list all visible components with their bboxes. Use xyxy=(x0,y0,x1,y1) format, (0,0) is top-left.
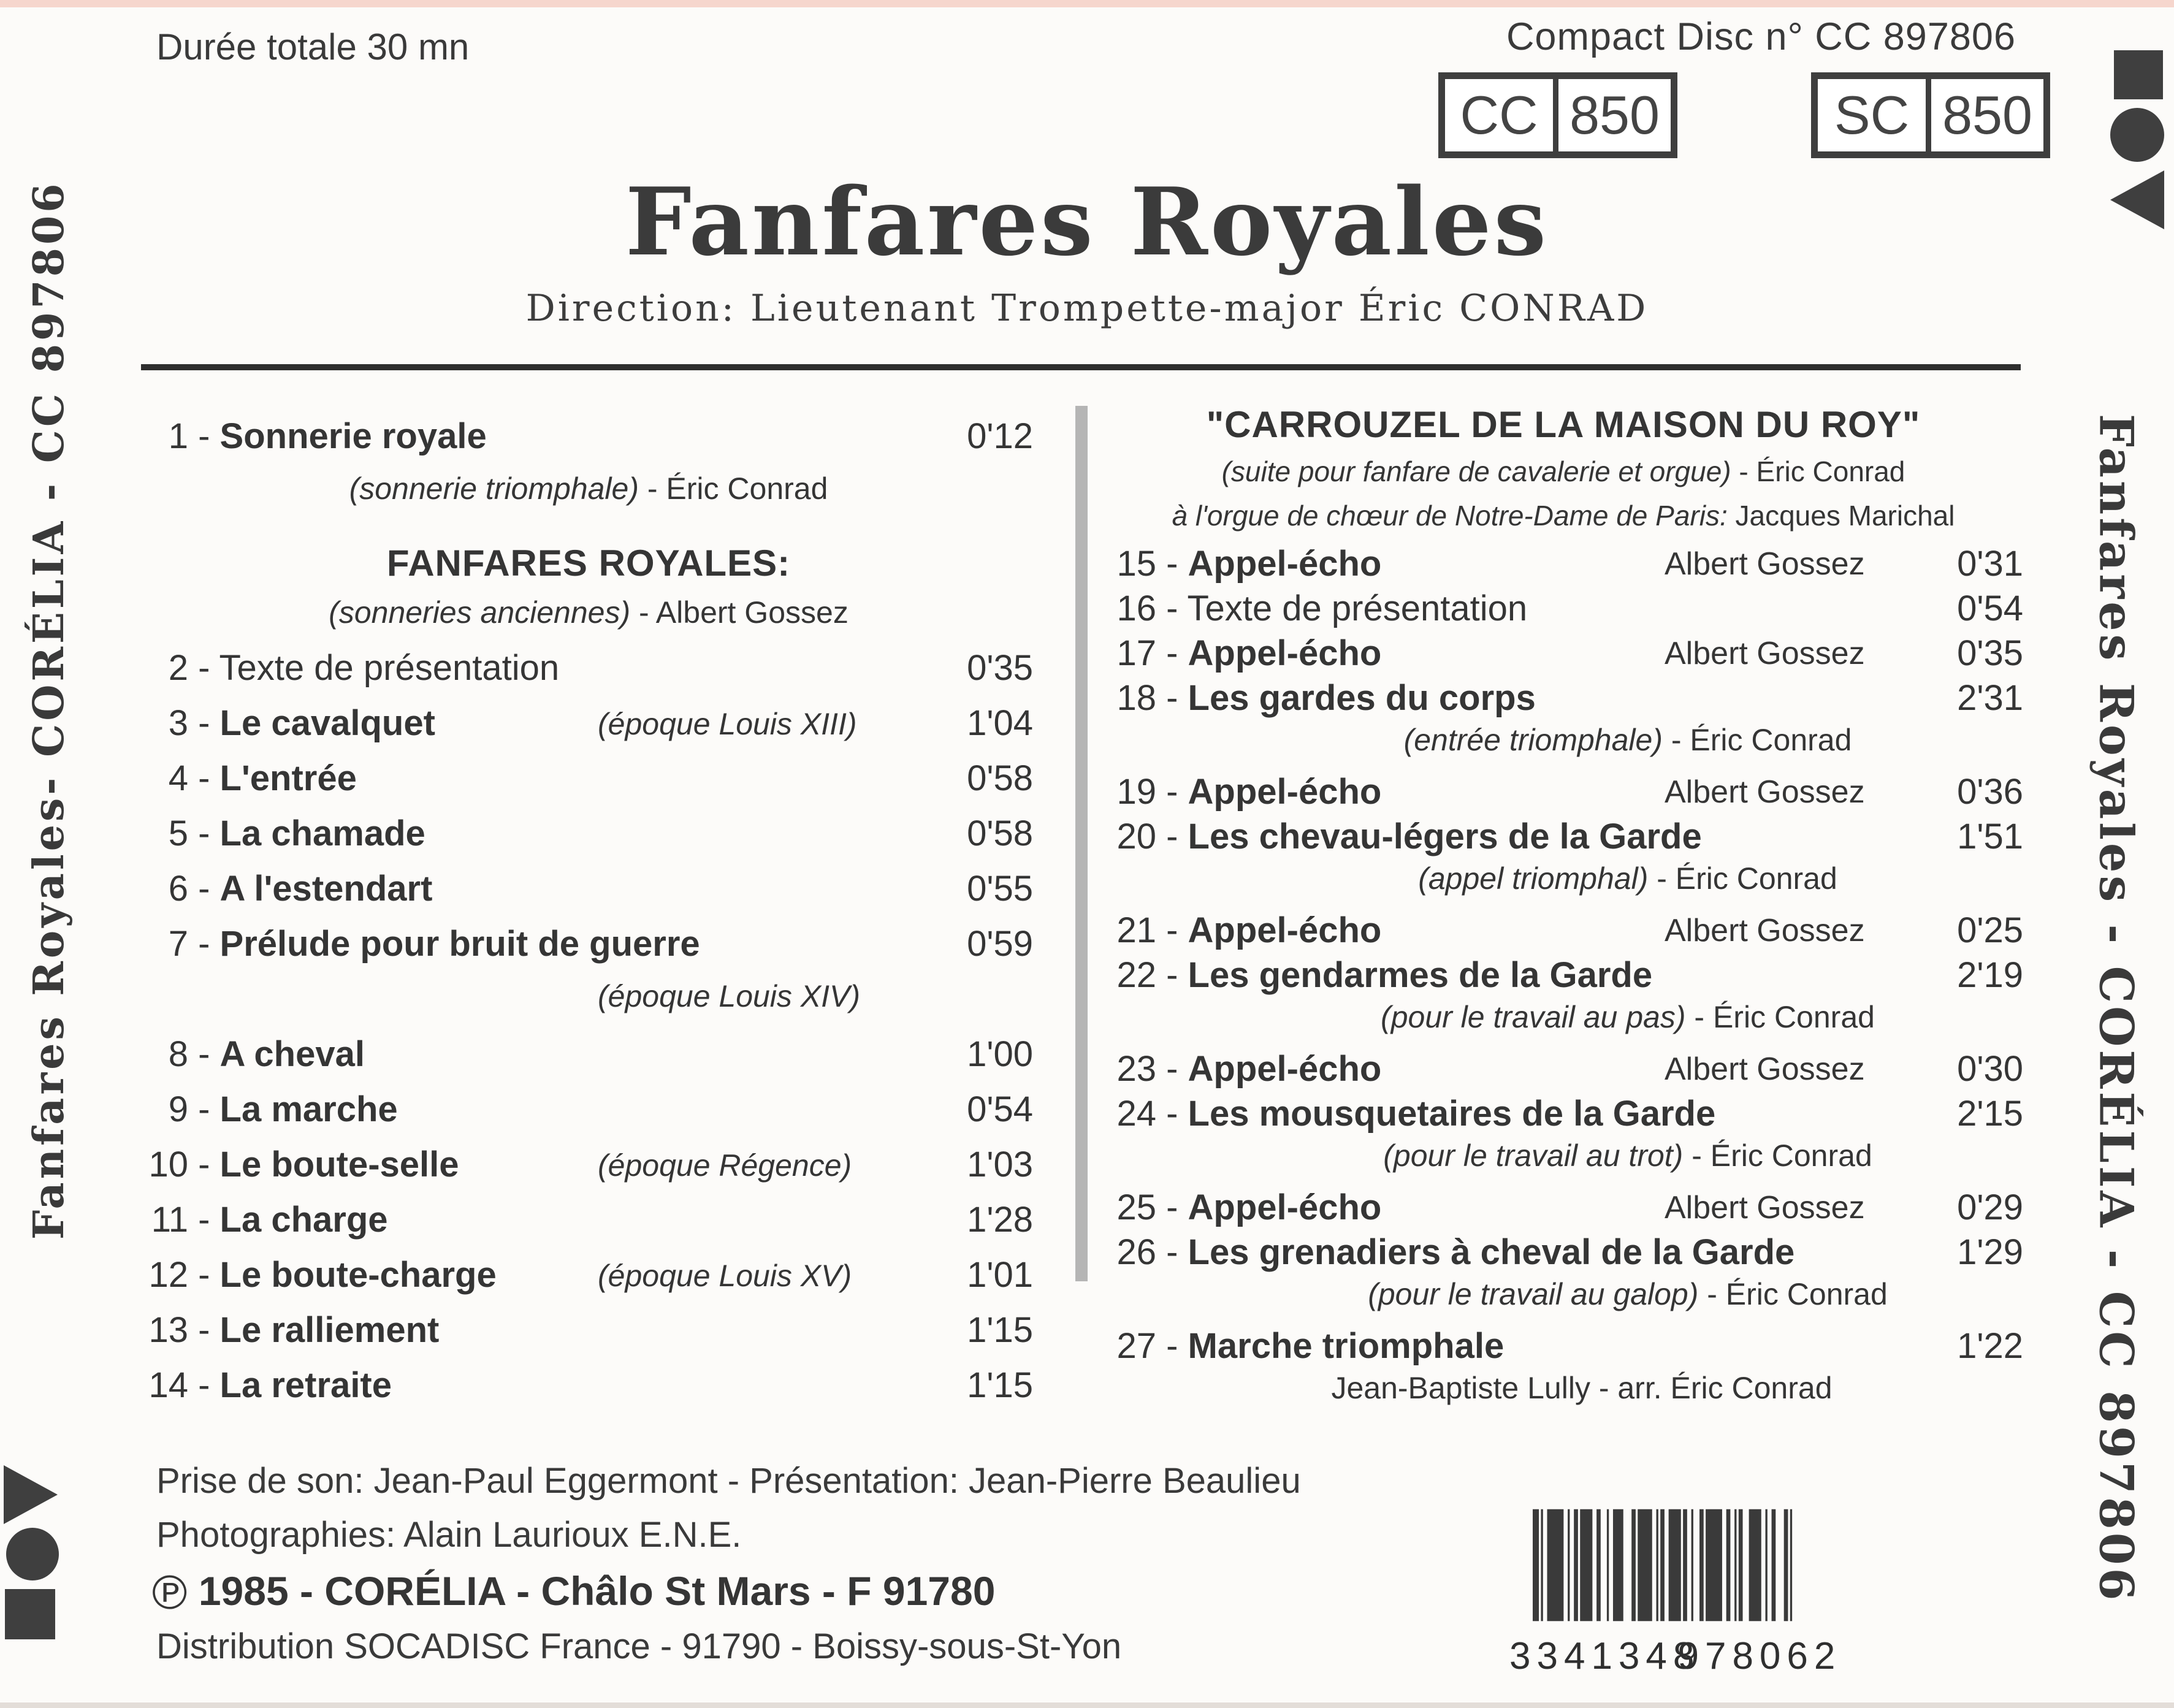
track-title: Texte de présentation xyxy=(1187,589,1528,628)
track-number: 5 xyxy=(168,814,188,853)
track-time: 1'29 xyxy=(1957,1232,2023,1272)
track-number: 26 xyxy=(1116,1232,1156,1272)
track-time: 0'58 xyxy=(967,758,1033,798)
track-title: Appel-écho xyxy=(1188,544,1382,584)
attribution-italic: à l'orgue de chœur de Notre-Dame de Paris: xyxy=(1172,500,1728,532)
track-title: L'entrée xyxy=(219,758,357,798)
track-separator: - xyxy=(1156,955,1188,995)
track-separator: - xyxy=(1156,1049,1188,1089)
top-edge-strip xyxy=(0,0,2174,7)
track-separator: - xyxy=(1156,544,1188,584)
track-separator: - xyxy=(1156,1232,1188,1272)
attribution-row xyxy=(1104,999,2023,1048)
track-separator: - xyxy=(188,703,220,743)
track-separator: - xyxy=(188,416,220,456)
track-time: 0'59 xyxy=(967,924,1033,964)
track-number: 9 xyxy=(168,1089,188,1129)
track-separator: - xyxy=(188,1145,220,1184)
attribution-text: - Éric Conrad xyxy=(639,471,828,506)
track-row xyxy=(1104,1093,2023,1138)
track-title: A cheval xyxy=(219,1034,365,1074)
barcode xyxy=(1509,1489,1842,1677)
attribution-text: - Éric Conrad xyxy=(1731,456,1905,487)
track-number: 24 xyxy=(1116,1094,1156,1134)
attribution-text: - Éric Conrad xyxy=(1683,1138,1872,1173)
track-time: 0'35 xyxy=(1957,633,2023,673)
attribution-row xyxy=(1104,1138,2023,1187)
track-artist: Albert Gossez xyxy=(1665,546,1865,582)
track-row xyxy=(1104,1325,2023,1370)
track-separator: - xyxy=(188,869,220,909)
track-artist: Albert Gossez xyxy=(1665,913,1865,948)
track-title: Le boute-selle xyxy=(219,1145,459,1184)
code-value: 850 xyxy=(1569,85,1660,145)
code-box-cc xyxy=(1438,72,1677,158)
attribution-row xyxy=(144,978,1033,1034)
track-time: 2'15 xyxy=(1957,1094,2023,1134)
track-row xyxy=(1104,1187,2023,1232)
track-separator: - xyxy=(188,1200,220,1240)
track-time: 1'15 xyxy=(967,1310,1033,1350)
track-artist: Albert Gossez xyxy=(1665,1051,1865,1087)
track-row xyxy=(144,416,1033,471)
track-number: 7 xyxy=(168,924,188,964)
attribution-italic: (époque Louis XIV) xyxy=(598,979,861,1013)
bottom-edge-strip xyxy=(0,1702,2174,1708)
track-row xyxy=(1104,955,2023,999)
track-time: 0'54 xyxy=(967,1089,1033,1129)
track-row xyxy=(1104,633,2023,677)
attribution-italic: (pour le travail au pas) xyxy=(1381,1000,1686,1034)
section-heading: FANFARES ROYALES: xyxy=(386,543,791,584)
track-separator: - xyxy=(188,1310,220,1350)
track-number: 11 xyxy=(151,1200,188,1240)
track-number: 2 xyxy=(168,648,188,688)
track-number: 27 xyxy=(1116,1326,1156,1366)
track-separator: - xyxy=(188,1034,220,1074)
track-title: Texte de présentation xyxy=(219,648,560,688)
track-artist: Albert Gossez xyxy=(1665,636,1865,671)
track-separator: - xyxy=(1156,1326,1188,1366)
attribution-italic: (pour le travail au trot) xyxy=(1383,1138,1684,1173)
track-row xyxy=(144,1254,1033,1310)
circle-icon xyxy=(2110,108,2164,162)
track-number: 17 xyxy=(1116,633,1156,673)
attribution-text: - Albert Gossez xyxy=(630,595,849,630)
track-time: 0'12 xyxy=(967,416,1033,456)
track-number: 12 xyxy=(148,1255,188,1295)
track-separator: - xyxy=(188,1089,220,1129)
track-title: Le boute-charge xyxy=(219,1255,497,1295)
track-separator: - xyxy=(1156,1094,1188,1134)
code-label: SC xyxy=(1818,79,1931,151)
spine-text-right: Fanfares Royales - CORÉLIA - CC 897806 xyxy=(2089,413,2144,1604)
tracklist-left-column xyxy=(144,400,1033,1420)
track-time: 2'31 xyxy=(1957,678,2023,718)
attribution-row xyxy=(1104,722,2023,771)
attribution-italic: (suite pour fanfare de cavalerie et orgue) xyxy=(1221,456,1731,487)
attribution-italic: (pour le travail au galop) xyxy=(1368,1277,1699,1311)
track-separator: - xyxy=(188,648,219,688)
track-title: Le ralliement xyxy=(219,1310,440,1350)
spine-text-left: Fanfares Royales- CORÉLIA - CC 897806 xyxy=(25,180,74,1240)
credit-photography: Photographies: Alain Laurioux E.N.E. xyxy=(156,1515,742,1555)
track-row xyxy=(1104,910,2023,955)
track-number: 20 xyxy=(1116,817,1156,856)
track-title: La retraite xyxy=(219,1365,392,1405)
track-separator: - xyxy=(1156,817,1188,856)
track-number: 14 xyxy=(148,1365,188,1405)
track-row xyxy=(144,1310,1033,1365)
attribution-text: - Éric Conrad xyxy=(1648,861,1837,896)
track-title: Les chevau-légers de la Garde xyxy=(1188,817,1702,856)
barcode-bars xyxy=(1533,1489,1796,1642)
barcode-digit-group: 978062 xyxy=(1677,1635,1842,1677)
track-number: 13 xyxy=(148,1310,188,1350)
credit-distribution: Distribution SOCADISC France - 91790 - Boissy-sous-St-Yon xyxy=(156,1626,1122,1666)
attribution-text: - Éric Conrad xyxy=(1685,1000,1875,1034)
attribution-row xyxy=(144,471,1033,524)
barcode-digit-group: 341348 xyxy=(1536,1635,1701,1677)
section-heading: "CARROUZEL DE LA MAISON DU ROY" xyxy=(1206,404,1921,445)
track-time: 2'19 xyxy=(1957,955,2023,995)
track-separator: - xyxy=(1156,678,1188,718)
track-time: 1'28 xyxy=(967,1200,1033,1240)
attribution-row xyxy=(1104,455,2023,499)
track-row xyxy=(1104,771,2023,816)
track-title: Appel-écho xyxy=(1188,1188,1382,1227)
total-duration: Durée totale 30 mn xyxy=(156,26,470,67)
track-title: Appel-écho xyxy=(1188,910,1382,950)
track-title: Appel-écho xyxy=(1188,1049,1382,1089)
track-row xyxy=(144,923,1033,978)
phonogram-icon: ℗ xyxy=(152,1565,188,1619)
track-number: 23 xyxy=(1116,1049,1156,1089)
track-number: 3 xyxy=(168,703,188,743)
track-number: 15 xyxy=(1116,544,1156,584)
attribution-text: Jacques Marichal xyxy=(1727,500,1955,532)
disc-number: Compact Disc n° CC 897806 xyxy=(1506,15,2016,58)
track-artist: Albert Gossez xyxy=(1665,774,1865,810)
section-heading-row xyxy=(144,542,1033,595)
attribution-italic: (sonneries anciennes) xyxy=(329,595,631,630)
album-title: Fanfares Royales xyxy=(625,167,1549,276)
track-time: 1'00 xyxy=(967,1034,1033,1074)
triangle-right-icon xyxy=(4,1465,58,1524)
triangle-left-icon xyxy=(2110,170,2164,229)
album-subtitle: Direction: Lieutenant Trompette-major Éric CONRAD xyxy=(525,287,1649,330)
track-title: Le cavalquet xyxy=(219,703,435,743)
track-title: Les gendarmes de la Garde xyxy=(1188,955,1653,995)
square-icon xyxy=(5,1589,55,1639)
track-number: 4 xyxy=(168,758,188,798)
barcode-digit-group: 3 xyxy=(1509,1635,1537,1677)
track-time: 1'22 xyxy=(1957,1326,2023,1366)
track-note: (époque Régence) xyxy=(598,1148,852,1183)
track-separator: - xyxy=(188,814,220,853)
track-title: Appel-écho xyxy=(1188,633,1382,673)
spacer xyxy=(144,524,1033,542)
track-number: 1 xyxy=(168,416,188,456)
track-row xyxy=(144,1089,1033,1144)
track-time: 0'30 xyxy=(1957,1049,2023,1089)
track-time: 1'51 xyxy=(1957,817,2023,856)
credit-publisher xyxy=(152,1565,995,1620)
track-title: La chamade xyxy=(219,814,425,853)
track-row xyxy=(1104,1048,2023,1093)
track-time: 0'31 xyxy=(1957,544,2023,584)
track-row xyxy=(1104,677,2023,722)
track-time: 0'29 xyxy=(1957,1188,2023,1227)
track-row xyxy=(144,703,1033,758)
track-number: 19 xyxy=(1116,772,1156,812)
tracklist-right-column xyxy=(1104,400,2023,1419)
track-row xyxy=(1104,588,2023,633)
horizontal-rule xyxy=(141,364,2021,370)
credit-publisher-text: 1985 - CORÉLIA - Châlo St Mars - F 91780 xyxy=(187,1568,996,1614)
track-title: Les gardes du corps xyxy=(1188,678,1536,718)
track-separator: - xyxy=(1156,910,1188,950)
attribution-italic: (sonnerie triomphale) xyxy=(349,471,639,506)
track-number: 16 xyxy=(1116,589,1156,628)
attribution-row xyxy=(1104,1276,2023,1325)
track-title: La marche xyxy=(219,1089,398,1129)
track-time: 0'55 xyxy=(967,869,1033,909)
track-number: 10 xyxy=(148,1145,188,1184)
track-row xyxy=(144,758,1033,813)
attribution-text: - Éric Conrad xyxy=(1698,1277,1888,1311)
track-row xyxy=(1104,543,2023,588)
square-icon xyxy=(2114,50,2163,99)
attribution-italic: (appel triomphal) xyxy=(1418,861,1649,896)
circle-icon xyxy=(6,1528,59,1580)
track-note: (époque Louis XIII) xyxy=(598,707,857,741)
track-row xyxy=(1104,1232,2023,1276)
code-box-sc xyxy=(1811,72,2050,158)
track-title: Sonnerie royale xyxy=(219,416,487,456)
attribution-row xyxy=(1104,1370,2023,1419)
track-row xyxy=(144,647,1033,703)
track-separator: - xyxy=(188,758,220,798)
track-row xyxy=(144,868,1033,923)
track-row xyxy=(144,1365,1033,1420)
barcode-digits xyxy=(1509,1634,1842,1678)
track-separator: - xyxy=(1156,772,1188,812)
track-row xyxy=(144,813,1033,868)
track-time: 1'15 xyxy=(967,1365,1033,1405)
track-title: Prélude pour bruit de guerre xyxy=(219,924,700,964)
track-number: 8 xyxy=(168,1034,188,1074)
track-separator: - xyxy=(1156,633,1188,673)
attribution-row xyxy=(1104,499,2023,543)
track-time: 1'03 xyxy=(967,1145,1033,1184)
track-time: 0'25 xyxy=(1957,910,2023,950)
track-separator: - xyxy=(1156,589,1188,628)
track-separator: - xyxy=(188,924,220,964)
track-number: 18 xyxy=(1116,678,1156,718)
track-number: 6 xyxy=(168,869,188,909)
track-title: La charge xyxy=(219,1200,388,1240)
code-label: CC xyxy=(1445,79,1558,151)
credit-sound-presentation: Prise de son: Jean-Paul Eggermont - Présentation: Jean-Pierre Beaulieu xyxy=(156,1461,1301,1501)
track-time: 0'36 xyxy=(1957,772,2023,812)
track-number: 21 xyxy=(1116,910,1156,950)
attribution-italic: (entrée triomphale) xyxy=(1403,723,1663,757)
track-number: 25 xyxy=(1116,1188,1156,1227)
track-time: 0'58 xyxy=(967,814,1033,853)
track-time: 1'04 xyxy=(967,703,1033,743)
code-value: 850 xyxy=(1942,85,2032,145)
track-note: (époque Louis XV) xyxy=(598,1259,852,1293)
track-row xyxy=(144,1144,1033,1199)
attribution-row xyxy=(1104,861,2023,910)
track-title: A l'estendart xyxy=(219,869,433,909)
track-title: Marche triomphale xyxy=(1188,1326,1505,1366)
section-heading-row xyxy=(1104,403,2023,455)
track-separator: - xyxy=(188,1365,220,1405)
track-time: 0'54 xyxy=(1957,589,2023,628)
attribution-row xyxy=(144,595,1033,647)
track-separator: - xyxy=(1156,1188,1188,1227)
track-row xyxy=(1104,816,2023,861)
track-number: 22 xyxy=(1116,955,1156,995)
track-title: Appel-écho xyxy=(1188,772,1382,812)
track-separator: - xyxy=(188,1255,220,1295)
track-row xyxy=(144,1034,1033,1089)
attribution-text: - Éric Conrad xyxy=(1662,723,1852,757)
track-time: 0'35 xyxy=(967,648,1033,688)
track-title: Les mousquetaires de la Garde xyxy=(1188,1094,1716,1134)
track-artist: Albert Gossez xyxy=(1665,1190,1865,1226)
track-time: 1'01 xyxy=(967,1255,1033,1295)
column-divider xyxy=(1075,406,1088,1281)
track-row xyxy=(144,1199,1033,1254)
track-title: Les grenadiers à cheval de la Garde xyxy=(1188,1232,1795,1272)
attribution-text: Jean-Baptiste Lully - arr. Éric Conrad xyxy=(1331,1371,1833,1405)
